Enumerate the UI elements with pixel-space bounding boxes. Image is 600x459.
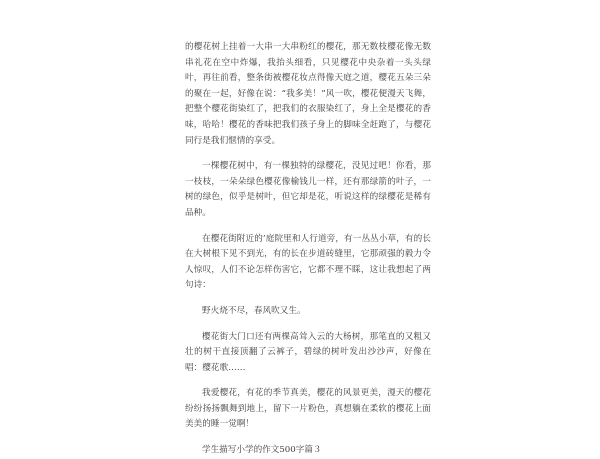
paragraph-6: 我爱樱花，有花的季节真美，樱花的风景更美，漫天的樱花纷纷扬扬飘舞到地上，留下一片粉色，真想躺在柔软的樱花上面美美的睡一觉啊！ — [185, 388, 431, 430]
paragraph-2: 一棵樱花树中，有一棵独特的绿樱花，没见过吧！你看，那一枝枝，一朵朵绿色樱花像榆钱儿一样，还有那绿箭的叶子，一树的绿色，似乎是树叶，但它却是花，听说这样的绿樱花是稀有品种。 — [185, 161, 431, 218]
document-body — [185, 40, 431, 459]
paragraph-5: 樱花街大门口还有两棵高耸入云的大杨树，那笔直的又粗又壮的树干直接顶翻了云裤子，碧绿的树叶发出沙沙声，好像在唱：樱花歌…… — [185, 331, 431, 373]
paragraph-3: 在樱花街附近的’庭院里和人行道旁，有一丛丛小草，有的长在大树根下见不到光，有的长在步道砖缝里，它那顽强的毅力令人惊叹，人们不论怎样伤害它，它都不理不睬，这让我想起了两句诗： — [185, 233, 431, 291]
section-heading: 学生描写小学的作文500字篇３ — [202, 445, 322, 456]
poem-line: 野火烧不尽，春风吹又生。 — [202, 305, 306, 316]
paragraph-1: 的樱花树上挂着一大串一大串粉红的樱花，那无数枝樱花像无数串礼花在空中炸爆，我抬头细看，只见樱花中央杂着一头头绿叶，再往前看，整条街被樱花妆点得像天庭之道，樱花五朵三朵的聚在一起，好像在说：“我多美！”风一吹，樱花便漫天飞舞，把整个樱花街染红了，把我们的衣服染红了，身上全是樱花的香味，哈哈！樱花的香味把我们孩子身上的脚味全赶跑了，与樱花同行是我们惬情的享受。 — [185, 42, 431, 146]
